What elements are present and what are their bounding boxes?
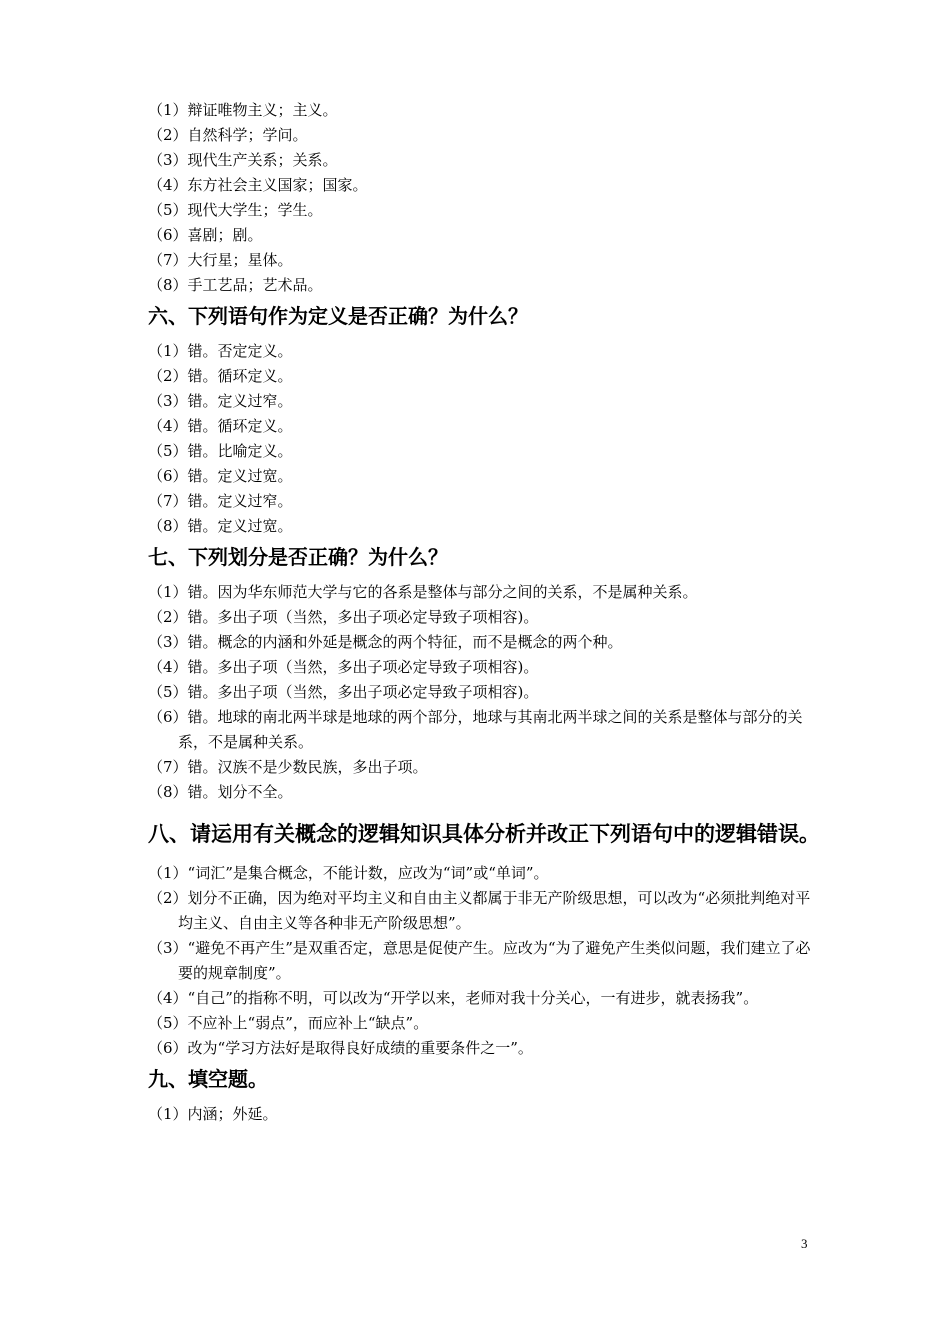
section7-heading: 七、下列划分是否正确？为什么？ bbox=[148, 545, 448, 569]
list-item: （4）东方社会主义国家；国家。 bbox=[148, 176, 368, 194]
list-item: （6）喜剧；剧。 bbox=[148, 226, 263, 244]
list-item: （3）“避免不再产生”是双重否定，意思是促使产生。应改为“为了避免产生类似问题，我们建立了必要的规章制度”。 bbox=[148, 939, 811, 982]
list-item: （3）现代生产关系；关系。 bbox=[148, 151, 338, 169]
list-item: （6）错。地球的南北两半球是地球的两个部分，地球与其南北两半球之间的关系是整体与部分的关系，不是属种关系。 bbox=[148, 708, 803, 751]
list-item: （4）“自己”的指称不明，可以改为“开学以来，老师对我十分关心，一有进步，就表扬我”。 bbox=[148, 989, 759, 1007]
list-item: （5）错。多出子项（当然，多出子项必定导致子项相容)。 bbox=[148, 683, 539, 701]
list-item: （6）改为“学习方法好是取得良好成绩的重要条件之一”。 bbox=[148, 1039, 533, 1057]
list-item: （5）不应补上“弱点”，而应补上“缺点”。 bbox=[148, 1014, 429, 1032]
list-item: （8）手工艺品；艺术品。 bbox=[148, 276, 323, 294]
list-item: （8）错。划分不全。 bbox=[148, 783, 293, 801]
list-item: （7）错。汉族不是少数民族，多出子项。 bbox=[148, 758, 428, 776]
document-page bbox=[148, 98, 820, 1127]
list-item: （2）错。多出子项（当然，多出子项必定导致子项相容)。 bbox=[148, 608, 539, 626]
page-number: 3 bbox=[801, 1236, 808, 1251]
list-item: （7）错。定义过窄。 bbox=[148, 492, 293, 510]
list-item: （2）划分不正确，因为绝对平均主义和自由主义都属于非无产阶级思想，可以改为“必须批判绝对平均主义、自由主义等各种非无产阶级思想”。 bbox=[148, 889, 811, 932]
section9-heading: 九、填空题。 bbox=[148, 1067, 268, 1091]
section5-list bbox=[148, 98, 820, 298]
section8-list bbox=[148, 861, 820, 1061]
list-item: （7）大行星；星体。 bbox=[148, 251, 293, 269]
list-item: （1）内涵；外延。 bbox=[148, 1105, 278, 1123]
section6-list bbox=[148, 339, 820, 539]
list-item: （4）错。多出子项（当然，多出子项必定导致子项相容)。 bbox=[148, 658, 539, 676]
list-item: （1）错。否定定义。 bbox=[148, 342, 293, 360]
section8-heading: 八、请运用有关概念的逻辑知识具体分析并改正下列语句中的逻辑错误。 bbox=[148, 822, 820, 846]
list-item: （1）错。因为华东师范大学与它的各系是整体与部分之间的关系，不是属种关系。 bbox=[148, 583, 698, 601]
section6-heading: 六、下列语句作为定义是否正确？为什么？ bbox=[148, 304, 528, 328]
section9-list bbox=[148, 1102, 820, 1127]
list-item: （5）错。比喻定义。 bbox=[148, 442, 293, 460]
list-item: （2）错。循环定义。 bbox=[148, 367, 293, 385]
list-item: （5）现代大学生；学生。 bbox=[148, 201, 323, 219]
list-item: （3）错。定义过窄。 bbox=[148, 392, 293, 410]
list-item: （4）错。循环定义。 bbox=[148, 417, 293, 435]
list-item: （2）自然科学；学问。 bbox=[148, 126, 308, 144]
list-item: （1）辩证唯物主义；主义。 bbox=[148, 101, 338, 119]
list-item: （6）错。定义过宽。 bbox=[148, 467, 293, 485]
list-item: （3）错。概念的内涵和外延是概念的两个特征，而不是概念的两个种。 bbox=[148, 633, 623, 651]
list-item: （8）错。定义过宽。 bbox=[148, 517, 293, 535]
section7-list bbox=[148, 580, 820, 805]
list-item: （1）“词汇”是集合概念，不能计数，应改为“词”或“单词”。 bbox=[148, 864, 549, 882]
